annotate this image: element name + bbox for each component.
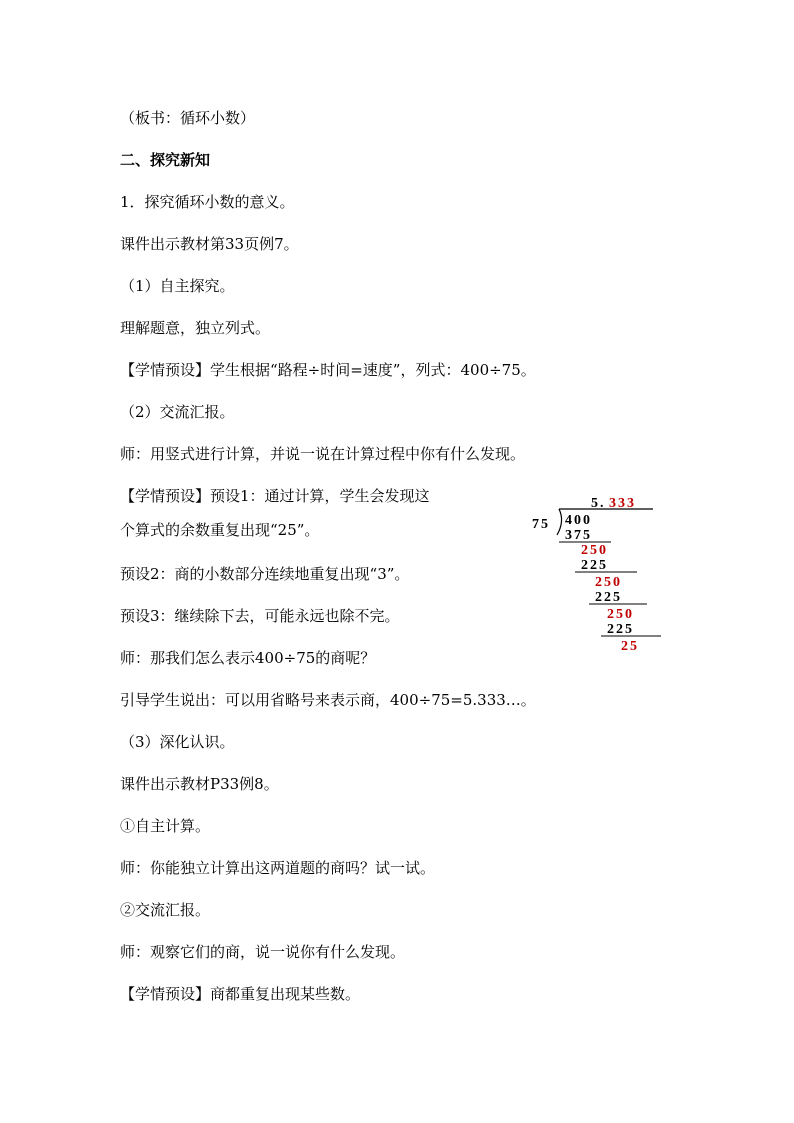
text-line: 预设2：商的小数部分连续地重复出现“3”。 [120,565,410,583]
long-division-diagram [525,488,675,658]
final-remainder: 25 [621,639,639,654]
text-line: 【学情预设】预设1：通过计算，学生会发现这 [120,487,430,505]
text-line: 预设3：继续除下去，可能永远也除不完。 [120,607,400,625]
text-line: （1）自主探究。 [120,277,235,295]
step-product: 225 [581,558,608,573]
division-bracket [557,509,562,535]
quotient-decimal: 333 [609,496,636,511]
text-line: 师：那我们怎么表示400÷75的商呢？ [120,649,376,667]
step-product: 225 [607,622,634,637]
text-line: 【学情预设】学生根据“路程÷时间=速度”，列式：400÷75。 [120,361,536,379]
text-line: ①自主计算。 [120,817,211,835]
text-line: 课件出示教材P33例8。 [120,775,279,793]
section-heading: 二、探究新知 [120,151,211,169]
step-product: 225 [595,590,622,605]
text-line: 1．探究循环小数的意义。 [120,193,295,211]
dividend: 400 [565,513,592,528]
divisor: 75 [532,517,550,532]
step-remainder: 250 [595,575,622,590]
text-line: 【学情预设】商都重复出现某些数。 [120,985,361,1003]
step-product: 375 [565,528,592,543]
text-line: 个算式的余数重复出现“25”。 [120,521,320,539]
text-line: 理解题意，独立列式。 [120,319,271,337]
board-note: （板书：循环小数） [120,109,256,127]
text-line: （2）交流汇报。 [120,403,235,421]
step-remainder: 250 [607,607,634,622]
step-remainder: 250 [581,543,608,558]
text-line: 课件出示教材第33页例7。 [120,235,299,253]
quotient-integer: 5. [591,496,606,511]
text-line: （3）深化认识。 [120,733,235,751]
text-line: 引导学生说出：可以用省略号来表示商，400÷75=5.333…。 [120,691,536,709]
text-line: ②交流汇报。 [120,901,211,919]
text-line: 师：观察它们的商，说一说你有什么发现。 [120,943,406,961]
text-line: 师：用竖式进行计算，并说一说在计算过程中你有什么发现。 [120,445,526,463]
text-line: 师：你能独立计算出这两道题的商吗？试一试。 [120,859,436,877]
